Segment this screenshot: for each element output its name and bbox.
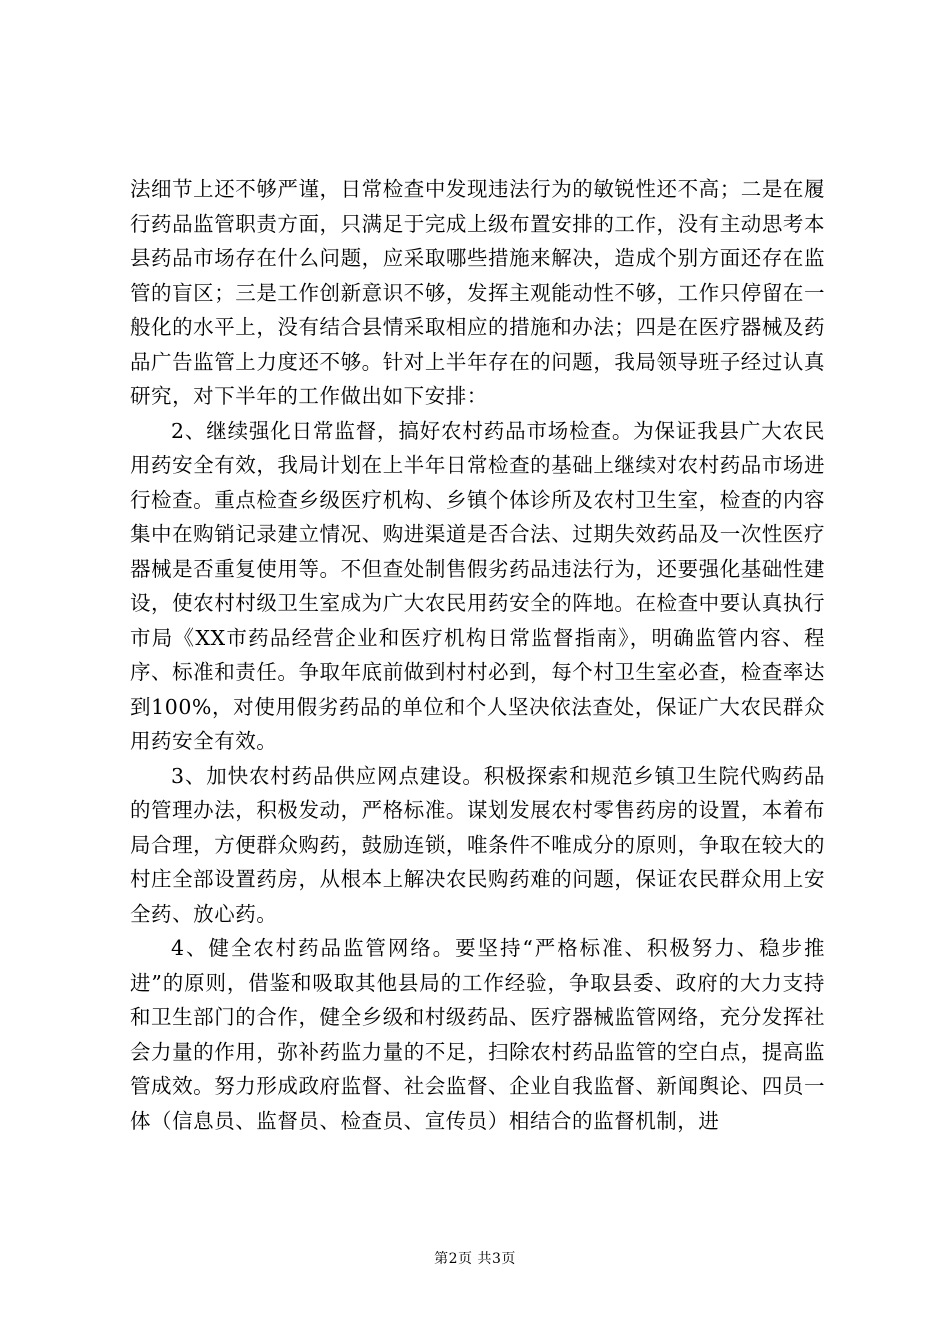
paragraph-item-2: 2、继续强化日常监督，搞好农村药品市场检查。为保证我县广大农民用药安全有效，我局计划在上半年日常检查的基础上继续对农村药品市场进行检查。重点检查乡级医疗机构、乡镇个体诊所及农村卫生室，检查的内容集中在购销记录建立情况、购进渠道是否合法、过期失效药品及一次性医疗器械是否重复使用等。不但查处制售假劣药品违法行为，还要强化基础性建设，使农村村级卫生室成为广大农民用药安全的阵地。在检查中要认真执行市局《XX市药品经营企业和医疗机构日常监督指南》，明确监管内容、程序、标准和责任。争取年底前做到村村必到，每个村卫生室必查，检查率达到100%，对使用假劣药品的单位和个人坚决依法查处，保证广大农民群众用药安全有效。 xyxy=(130,418,825,753)
page-footer: 第2页 共3页 xyxy=(434,1251,516,1267)
document-body xyxy=(130,172,825,1138)
paragraph-item-4: 4、健全农村药品监管网络。要坚持“严格标准、积极努力、稳步推进”的原则，借鉴和吸取其他县局的工作经验，争取县委、政府的大力支持和卫生部门的合作，健全乡级和村级药品、医疗器械监管网络，充分发挥社会力量的作用，弥补药监力量的不足，扫除农村药品监管的空白点，提高监管成效。努力形成政府监督、社会监督、企业自我监督、新闻舆论、四员一体（信息员、监督员、检查员、宣传员）相结合的监督机制，进 xyxy=(130,936,825,1133)
paragraph-continuation: 法细节上还不够严谨，日常检查中发现违法行为的敏锐性还不高；二是在履行药品监管职责方面，只满足于完成上级布置安排的工作，没有主动思考本县药品市场存在什么问题，应采取哪些措施来解决，造成个别方面还存在监管的盲区；三是工作创新意识不够，发挥主观能动性不够，工作只停留在一般化的水平上，没有结合县情采取相应的措施和办法；四是在医疗器械及药品广告监管上力度还不够。针对上半年存在的问题，我局领导班子经过认真研究，对下半年的工作做出如下安排： xyxy=(130,177,825,408)
paragraph-item-3: 3、加快农村药品供应网点建设。积极探索和规范乡镇卫生院代购药品的管理办法，积极发动，严格标准。谋划发展农村零售药房的设置，本着布局合理，方便群众购药，鼓励连锁，唯条件不唯成分的原则，争取在较大的村庄全部设置药房，从根本上解决农民购药难的问题，保证农民群众用上安全药、放心药。 xyxy=(130,763,825,926)
